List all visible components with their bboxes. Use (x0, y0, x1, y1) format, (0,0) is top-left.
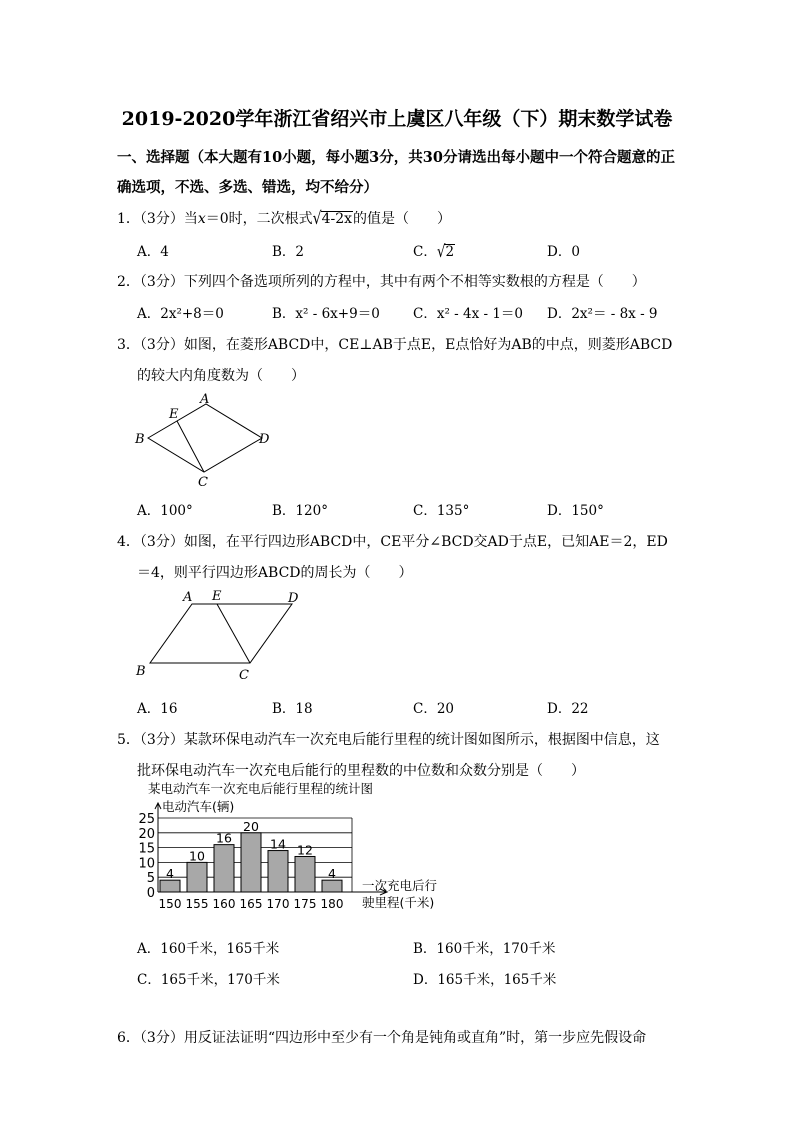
chart-x-axis-label-line1: 一次充电后行 (362, 878, 438, 893)
q1-number: 1．（3分）当 (117, 211, 198, 227)
q3-label-d: D (259, 432, 270, 447)
q3-label-b: B (135, 432, 145, 447)
chart-bar-value-label: 12 (297, 842, 313, 858)
q5-option-a[interactable]: A．160千米，165千米 (137, 941, 280, 957)
chart-y-tick-label: 10 (138, 856, 155, 872)
chart-y-tick-label: 15 (138, 841, 155, 857)
q2-option-c[interactable]: C．x² - 4x - 1＝0 (413, 306, 524, 322)
q3-option-c[interactable]: C．135° (413, 503, 470, 519)
question-3-line1: 3．（3分）如图，在菱形ABCD中，CE⊥AB于点E，E点恰好为AB的中点，则菱形ABCD (117, 337, 673, 353)
question-2: 2．（3分）下列四个备选项所列的方程中，其中有两个不相等实数根的方程是（ ） (117, 274, 646, 290)
chart-x-tick-label: 180 (320, 897, 344, 911)
chart-bar (241, 833, 261, 892)
q2-option-d[interactable]: D．2x²＝ - 8x - 9 (547, 306, 658, 322)
chart-x-tick-label: 155 (185, 897, 209, 911)
q4-parallelogram-figure (130, 588, 310, 683)
chart-bar-value-label: 20 (243, 818, 259, 834)
chart-y-tick-label: 25 (138, 812, 155, 827)
chart-bar-value-label: 14 (270, 836, 286, 852)
q4-label-c: C (239, 668, 249, 683)
q3-option-d[interactable]: D．150° (547, 503, 604, 519)
q3-label-c: C (198, 475, 208, 487)
q1-radicand: 4-2x (321, 211, 353, 227)
q4-label-b: B (136, 664, 146, 679)
chart-y-tick-label: 20 (138, 826, 155, 842)
page-title: 2019-2020学年浙江省绍兴市上虞区八年级（下）期末数学试卷 (121, 108, 673, 130)
q2-option-a[interactable]: A．2x²+8＝0 (137, 306, 224, 322)
question-4-line1: 4．（3分）如图，在平行四边形ABCD中，CE平分∠BCD交AD于点E，已知AE＝2，ED (117, 534, 668, 550)
q5-option-d[interactable]: D．165千米，165千米 (413, 972, 557, 988)
chart-y-tick-label: 0 (146, 886, 155, 901)
section-header-line1: 一、选择题（本大题有10小题，每小题3分，共30分请选出每小题中一个符合题意的正 (117, 149, 675, 166)
chart-bar (187, 862, 207, 892)
q5-option-b[interactable]: B．160千米，170千米 (413, 941, 556, 957)
chart-bar-value-label: 10 (189, 848, 205, 864)
question-4-line2: ＝4，则平行四边形ABCD的周长为（ ） (137, 565, 413, 581)
chart-x-tick-label: 165 (239, 897, 263, 911)
q1-option-d[interactable]: D．0 (547, 244, 580, 260)
chart-y-axis-label: 电动汽车(辆) (162, 799, 235, 814)
q4-option-b[interactable]: B．18 (272, 701, 313, 717)
chart-title: 某电动汽车一次充电后能行里程的统计图 (148, 781, 374, 796)
chart-x-tick-label: 150 (158, 897, 182, 911)
q4-option-d[interactable]: D．22 (547, 701, 589, 717)
q4-label-a: A (183, 590, 193, 605)
chart-bar-value-label: 16 (216, 830, 232, 846)
q4-label-d: D (288, 591, 299, 606)
chart-x-axis-label-line2: 驶里程(千米) (362, 895, 435, 910)
q1-variable: x (197, 211, 206, 227)
q4-option-a[interactable]: A．16 (137, 701, 178, 717)
chart-bar-value-label: 4 (166, 866, 174, 882)
q4-option-c[interactable]: C．20 (413, 701, 455, 717)
question-3-line2: 的较大内角度数为（ ） (137, 368, 305, 384)
q5-bar-chart (130, 780, 470, 916)
q1-text-end: 的值是（ ） (353, 211, 452, 227)
question-5-line1: 5．（3分）某款环保电动汽车一次充电后能行里程的统计图如图所示，根据图中信息，这 (117, 732, 660, 748)
section-header-line2: 确选项，不选、多选、错选，均不给分） (117, 179, 378, 196)
q4-label-e: E (212, 589, 222, 604)
chart-x-tick-label: 175 (293, 897, 317, 911)
q1-option-b[interactable]: B．2 (272, 244, 305, 260)
q1-option-a[interactable]: A．4 (137, 244, 169, 260)
chart-x-tick-label: 170 (266, 897, 290, 911)
q3-rhombus-figure (130, 392, 280, 487)
q1-option-c[interactable]: C．√2 (413, 242, 455, 262)
chart-bar (214, 845, 234, 892)
q1-text: ＝0时，二次根式 (205, 211, 313, 227)
chart-bar-value-label: 4 (328, 866, 336, 882)
question-1: 1．（3分）当x＝0时，二次根式√4-2x的值是（ ） (117, 209, 452, 229)
chart-y-tick-label: 5 (146, 871, 155, 887)
question-6-line1: 6．（3分）用反证法证明“四边形中至少有一个角是钝角或直角”时，第一步应先假设命 (117, 1030, 647, 1046)
chart-x-tick-label: 160 (212, 897, 236, 911)
q3-label-e: E (169, 407, 179, 422)
q2-option-b[interactable]: B．x² - 6x+9＝0 (272, 306, 380, 322)
chart-bar (295, 856, 315, 892)
chart-bar (322, 880, 342, 892)
question-5-line2: 批环保电动汽车一次充电后能行的里程数的中位数和众数分别是（ ） (137, 763, 585, 779)
q5-option-c[interactable]: C．165千米，170千米 (137, 972, 280, 988)
q3-option-b[interactable]: B．120° (272, 503, 328, 519)
chart-bar (268, 851, 288, 892)
q3-label-a: A (200, 392, 210, 407)
chart-bar (160, 880, 180, 892)
q3-option-a[interactable]: A．100° (137, 503, 193, 519)
